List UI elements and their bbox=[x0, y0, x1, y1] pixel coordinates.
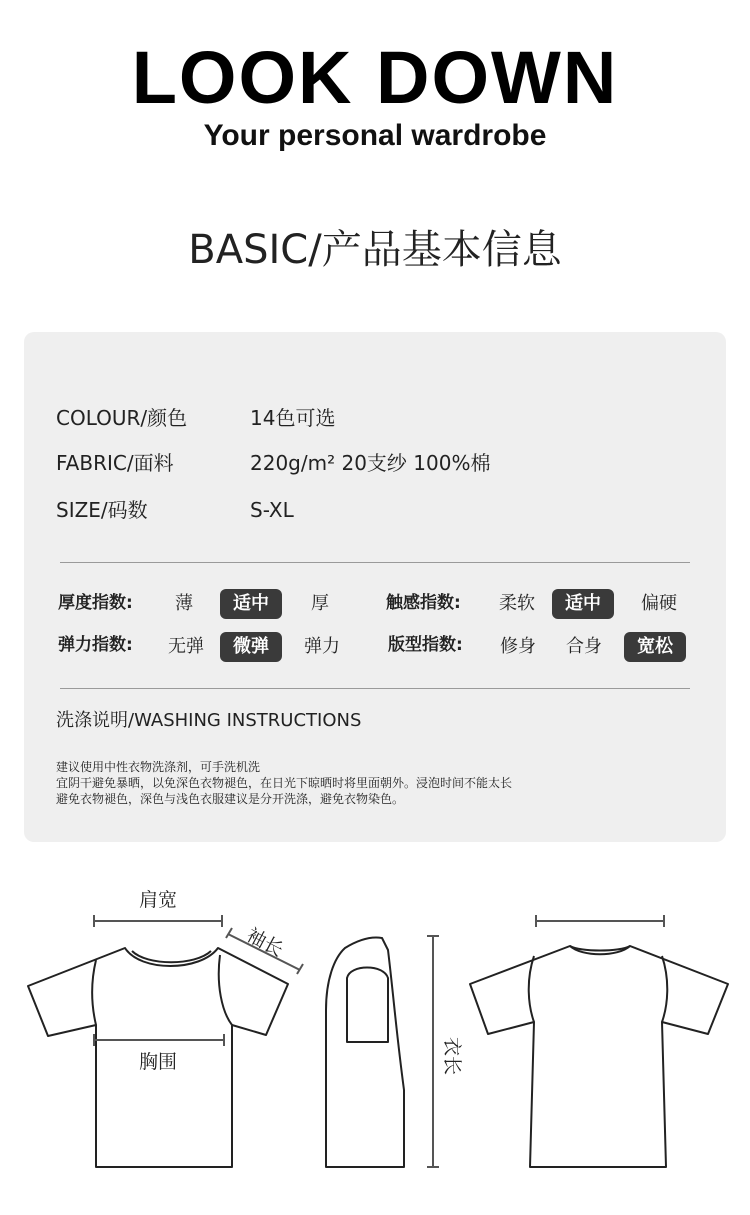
sleeve-length-label: 袖长 bbox=[242, 924, 287, 962]
fit-option-loose-selected: 宽松 bbox=[624, 632, 686, 662]
side-sleeve bbox=[347, 968, 388, 1043]
washing-title: 洗涤说明/WASHING INSTRUCTIONS bbox=[56, 710, 362, 731]
divider bbox=[60, 688, 690, 689]
body-length-label: 衣长 bbox=[441, 1036, 463, 1076]
fit-option-slim: 修身 bbox=[500, 636, 536, 657]
elasticity-label: 弹力指数: bbox=[58, 635, 133, 655]
elasticity-option-slight-selected: 微弹 bbox=[220, 632, 282, 662]
washing-line: 建议使用中性衣物洗涤剂，可手洗机洗 bbox=[56, 760, 261, 774]
washing-line: 宜阴干避免暴晒，以免深色衣物褪色，在日光下晾晒时将里面朝外。浸泡时间不能太长 bbox=[56, 776, 513, 790]
shoulder-width-label: 肩宽 bbox=[138, 889, 178, 911]
brand-title: LOOK DOWN bbox=[131, 36, 619, 119]
front-left-seam bbox=[92, 960, 96, 1025]
brand-tagline: Your personal wardrobe bbox=[203, 119, 547, 152]
touch-option-medium-selected: 适中 bbox=[552, 589, 614, 619]
side-tshirt-outline bbox=[326, 937, 404, 1167]
thickness-option-thick: 厚 bbox=[311, 593, 329, 614]
thickness-option-thin: 薄 bbox=[175, 593, 193, 614]
back-tshirt-outline bbox=[470, 946, 728, 1167]
spec-label: FABRIC/面料 bbox=[56, 451, 174, 475]
touch-label: 触感指数: bbox=[386, 593, 461, 613]
spec-label: COLOUR/颜色 bbox=[56, 406, 188, 430]
touch-option-hard: 偏硬 bbox=[641, 593, 677, 614]
back-left-seam bbox=[529, 956, 534, 1022]
spec-label: SIZE/码数 bbox=[56, 498, 148, 522]
spec-value: 14色可选 bbox=[250, 406, 336, 430]
thickness-option-medium-selected: 适中 bbox=[220, 589, 282, 619]
spec-value: S-XL bbox=[250, 498, 294, 522]
chest-label: 胸围 bbox=[138, 1051, 178, 1073]
fit-option-regular: 合身 bbox=[566, 636, 602, 657]
fit-label: 版型指数: bbox=[388, 635, 463, 655]
product-info-card bbox=[24, 332, 726, 842]
divider bbox=[60, 562, 690, 563]
spec-value: 220g/m² 20支纱 100%棉 bbox=[250, 451, 491, 475]
washing-line: 避免衣物褪色，深色与浅色衣服建议是分开洗涤，避免衣物染色。 bbox=[56, 792, 405, 806]
front-right-seam bbox=[219, 955, 232, 1025]
touch-option-soft: 柔软 bbox=[499, 593, 535, 614]
elasticity-option-elastic: 弹力 bbox=[304, 636, 340, 657]
thickness-label: 厚度指数: bbox=[58, 593, 133, 613]
elasticity-option-none: 无弹 bbox=[168, 636, 204, 657]
tshirt-measurement-diagram bbox=[0, 860, 750, 1215]
back-right-seam bbox=[662, 956, 667, 1022]
section-title: BASIC/产品基本信息 bbox=[188, 227, 562, 273]
